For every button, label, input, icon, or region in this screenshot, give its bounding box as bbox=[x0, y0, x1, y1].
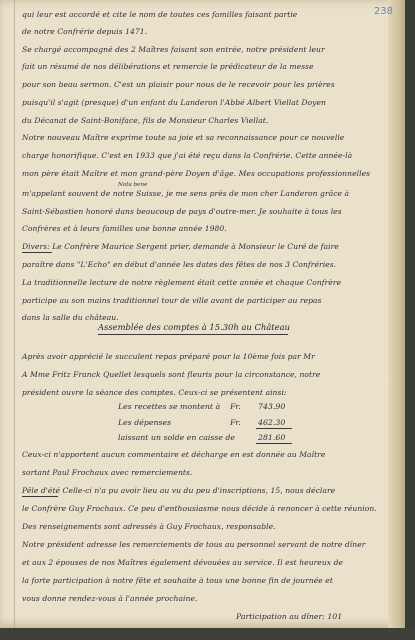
text-line: sortant Paul Frochaux avec remerciements. bbox=[22, 468, 193, 477]
text-line: de notre Confrérie depuis 1471. bbox=[22, 27, 148, 36]
text-line: fait un résumé de nos délibérations et remercie le prédicateur de la messe bbox=[22, 62, 314, 71]
account-amount: 743.90 bbox=[258, 402, 286, 411]
text-line: Notre nouveau Maître exprime toute sa joie et sa reconnaissance pour ce nouvelle bbox=[22, 133, 345, 142]
page-bottom-edge bbox=[0, 628, 415, 640]
page-number: 238 bbox=[373, 6, 393, 17]
text-line: A Mme Fritz Franck Quellet lesquels sont fleuris pour la circonstance, notre bbox=[22, 370, 321, 379]
text-line: participe au son mains traditionnel tour de ville avant de participer au repas bbox=[22, 296, 322, 305]
text-line: Se chargé accompagné des 2 Maîtres faisant son entrée, notre président leur bbox=[22, 45, 325, 54]
text-line: puisqu'il s'agit (presque) d'un enfant du Landeron l'Abbé Albert Viellat Doyen bbox=[22, 98, 326, 107]
text-line: vous donne rendez-vous à l'année prochaine. bbox=[22, 594, 198, 603]
account-amount: 462.30 bbox=[258, 418, 286, 427]
underline bbox=[22, 496, 58, 497]
account-currency: Fr. bbox=[230, 402, 241, 411]
text-line: m'appelant souvent de notre Suisse, je me sens près de mon cher Landeron grâce à bbox=[22, 189, 350, 198]
text-line: et aux 2 épouses de nos Maîtres également dévouées au service. Il est heureux de bbox=[22, 558, 344, 567]
signature-line: Participation au dîner: 101 bbox=[236, 612, 343, 621]
text-line: qui leur est accordé et cite le nom de toutes ces familles faisant partie bbox=[22, 10, 298, 19]
text-line: dans la salle du château. bbox=[22, 313, 119, 322]
text-line: pour son beau sermon. C'est un plaisir pour nous de le recevoir pour les prières bbox=[22, 80, 335, 89]
sum-rule bbox=[256, 428, 292, 429]
text-line: La traditionnelle lecture de notre règlement était cette année et chaque Confrère bbox=[22, 278, 342, 287]
margin-rule bbox=[14, 0, 15, 628]
text-line: Saint-Sébastien honoré dans beaucoup de pays d'outre-mer. Je souhaite à tous les bbox=[22, 207, 342, 216]
text-line: Après avoir apprécié le succulent repas préparé pour la 10ème fois par Mr bbox=[22, 352, 315, 361]
text-line: président ouvre la séance des comptes. Ceux-ci se présentent ainsi: bbox=[22, 388, 287, 397]
title-underline bbox=[98, 334, 288, 335]
text-line: du Décanat de Saint-Boniface, fils de Monsieur Charles Viellat. bbox=[22, 116, 269, 125]
account-amount: 281.60 bbox=[258, 433, 286, 442]
total-rule bbox=[256, 443, 292, 444]
text-line: mon père était Maître et mon grand-père Doyen d'âge. Mes occupations professionnelles bbox=[22, 169, 371, 178]
text-line: le Confrère Guy Frochaux. Ce peu d'enthousiasme nous décide à renoncer à cette réunion. bbox=[22, 504, 377, 513]
text-line: Ceux-ci n'apportent aucun commentaire et décharge en est donnée au Maître bbox=[22, 450, 326, 459]
account-label: laissant un solde en caisse de bbox=[118, 433, 236, 442]
text-line: Confrères et à leurs familles une bonne année 1980. bbox=[22, 224, 227, 233]
text-line: charge honorifique. C'est en 1933 que j'ai été reçu dans la Confrérie. Cette année-là bbox=[22, 151, 353, 160]
account-label: Les dépenses bbox=[118, 418, 172, 427]
page-binding bbox=[388, 0, 405, 628]
text-line: Des renseignements sont adressés à Guy Frochaux, responsable. bbox=[22, 522, 276, 531]
section-title: Assemblée des comptes à 15.30h au Château bbox=[98, 322, 290, 332]
text-line: Divers: Le Confrère Maurice Sergent prier, demande à Monsieur le Curé de faire bbox=[22, 242, 339, 251]
interline-annotation: Nota bene bbox=[118, 182, 148, 188]
underline bbox=[22, 252, 52, 253]
page-edge bbox=[405, 0, 415, 640]
text-line: paraître dans "L'Echo" en début d'année les dates des fêtes de nos 3 Confréries. bbox=[22, 260, 337, 269]
account-currency: Fr. bbox=[230, 418, 241, 427]
text-line: Notre président adresse les remerciements de tous au personnel servant de notre dîner bbox=[22, 540, 366, 549]
account-label: Les recettes se montent à bbox=[118, 402, 221, 411]
text-line: Pêle d'été Celle-ci n'a pu avoir lieu au vu du peu d'inscriptions, 15, nous déclare bbox=[22, 486, 336, 495]
text-line: la forte participation à notre fête et souhaite à tous une bonne fin de journée et bbox=[22, 576, 333, 585]
